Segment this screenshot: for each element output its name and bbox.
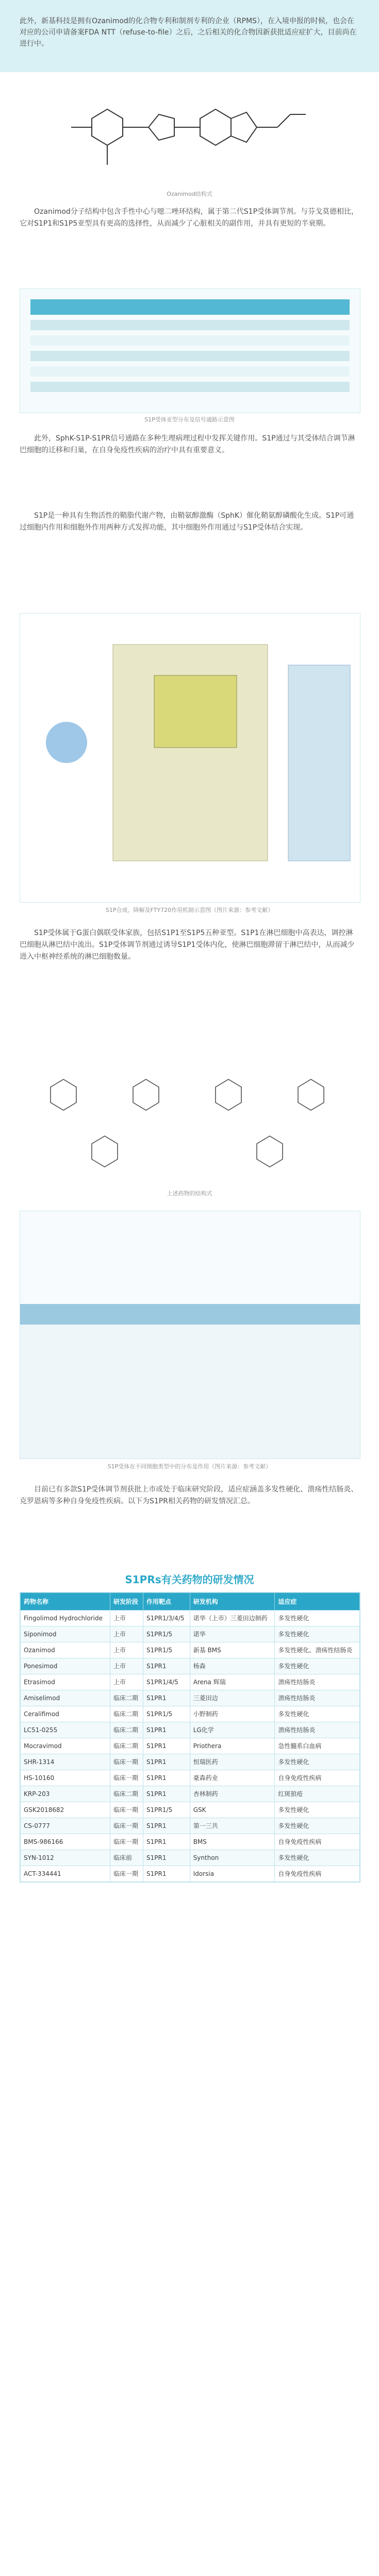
table-cell: 多发性硬化 — [275, 1611, 360, 1626]
table-cell: BMS-986166 — [21, 1834, 110, 1850]
table-cell: HS-10160 — [21, 1770, 110, 1786]
drug-structures-figure — [20, 1056, 359, 1185]
table-cell: 溃疡性结肠炎 — [275, 1674, 360, 1690]
table-cell: S1PR1 — [143, 1850, 190, 1866]
table-cell: 杏林制药 — [190, 1786, 275, 1802]
table-cell: Ozanimod — [21, 1642, 110, 1658]
receptor-diagram — [20, 289, 360, 413]
table-row — [21, 1611, 360, 1626]
table-cell: Arena 辉瑞 — [190, 1674, 275, 1690]
table-cell: 三菱田边 — [190, 1690, 275, 1706]
table-cell: S1PR1 — [143, 1770, 190, 1786]
paragraph-4: S1P受体属于G蛋白偶联受体家族，包括S1P1至S1P5五种亚型。S1P1在淋巴细胞中高表达，调控淋巴细胞从淋巴结中流出。S1P受体调节剂通过诱导S1P1受体内化，使淋巴细胞滞留于淋巴结中，从而减少进入中枢神经系统的淋巴细胞数量。 — [20, 929, 355, 961]
table-row — [21, 1850, 360, 1866]
table-cell: 红斑狼疮 — [275, 1786, 360, 1802]
table-cell: Priothera — [190, 1738, 275, 1754]
table-cell: 小野制药 — [190, 1706, 275, 1722]
membrane-diagram — [20, 1211, 360, 1459]
table-cell: S1PR1 — [143, 1722, 190, 1738]
table-cell: 多发性硬化、溃疡性结肠炎 — [275, 1642, 360, 1658]
table-cell: 临床二期 — [110, 1738, 143, 1754]
header-phase: 研发阶段 — [110, 1593, 143, 1611]
table-cell: 临床一期 — [110, 1770, 143, 1786]
table-cell: 溃疡性结肠炎 — [275, 1722, 360, 1738]
table-cell: LC51-0255 — [21, 1722, 110, 1738]
paragraph-5: 目前已有多款S1P受体调节剂获批上市或处于临床研究阶段，适应症涵盖多发性硬化、溃疡性结肠炎、克罗恩病等多种自身免疫性疾病。以下为S1PR相关药物的研发情况汇总。 — [20, 1485, 358, 1505]
table-title: S1PRs有关药物的研发情况 — [125, 1573, 254, 1586]
table-cell: Idorsia — [190, 1866, 275, 1882]
receptor-figure — [20, 289, 360, 413]
table-cell: Fingolimod Hydrochloride — [21, 1611, 110, 1626]
figure-3-caption: S1P合成、降解及FTY720作用机制示意图（图片来源：参考文献） — [105, 907, 274, 913]
table-cell: GSK2018682 — [21, 1802, 110, 1818]
table-cell: 临床二期 — [110, 1690, 143, 1706]
table-cell: 诺华 — [190, 1626, 275, 1642]
table-cell: S1PR1 — [143, 1818, 190, 1834]
table-cell: LG化学 — [190, 1722, 275, 1738]
header-indication: 适应症 — [275, 1593, 360, 1611]
table-cell: Siponimod — [21, 1626, 110, 1642]
table-row — [21, 1706, 360, 1722]
table-cell: 溃疡性结肠炎 — [275, 1690, 360, 1706]
table-cell: S1PR1 — [143, 1658, 190, 1674]
table-cell: 第一三共 — [190, 1818, 275, 1834]
table-cell: 多发性硬化 — [275, 1706, 360, 1722]
table-cell: S1PR1/3/4/5 — [143, 1611, 190, 1626]
figure-4-caption: 上述药物的结构式 — [167, 1190, 212, 1197]
table-cell: 临床一期 — [110, 1866, 143, 1882]
structure-figure — [20, 82, 359, 185]
table-cell: 上市 — [110, 1626, 143, 1642]
table-cell: Synthon — [190, 1850, 275, 1866]
table-cell: 诺华（上市）三菱田边制药 — [190, 1611, 275, 1626]
table-cell: S1PR1/5 — [143, 1626, 190, 1642]
table-cell: S1PR1/5 — [143, 1642, 190, 1658]
table-cell: 自身免疫性疾病 — [275, 1866, 360, 1882]
drug-structures-drawing — [20, 1056, 359, 1185]
table-row — [21, 1770, 360, 1786]
table-cell: 多发性硬化 — [275, 1802, 360, 1818]
drug-table — [20, 1592, 360, 1882]
drug-table-wrap — [20, 1592, 360, 1883]
table-cell: S1PR1/5 — [143, 1706, 190, 1722]
table-row — [21, 1642, 360, 1658]
intro-text: 此外，新基科技是拥有Ozanimod的化合物专利和制剂专利的企业（RPMS），在入境申报的时候，也会在对应的公司申请备案FDA NTT（refuse-to-file）之后，之后相关的化合物因新获批适应症扩大，目前尚在进行中。 — [20, 17, 357, 48]
paragraph-2: 此外，SphK-S1P-S1PR信号通路在多种生理病理过程中发挥关键作用。S1P通过与其受体结合调节淋巴细胞的迁移和归巢，在自身免疫性疾病的治疗中具有重要意义。 — [20, 434, 355, 454]
table-cell: S1PR1/4/5 — [143, 1674, 190, 1690]
table-cell: Ponesimod — [21, 1658, 110, 1674]
table-cell: Mocravimod — [21, 1738, 110, 1754]
table-row — [21, 1866, 360, 1882]
table-cell: 多发性硬化 — [275, 1626, 360, 1642]
table-cell: S1PR1 — [143, 1738, 190, 1754]
table-cell: 多发性硬化 — [275, 1658, 360, 1674]
table-cell: 临床二期 — [110, 1706, 143, 1722]
table-cell: GSK — [190, 1802, 275, 1818]
table-cell: S1PR1 — [143, 1690, 190, 1706]
table-row — [21, 1722, 360, 1738]
table-row — [21, 1626, 360, 1642]
table-cell: 上市 — [110, 1642, 143, 1658]
table-cell: 杨森 — [190, 1658, 275, 1674]
table-cell: 临床一期 — [110, 1818, 143, 1834]
table-header-row — [21, 1593, 360, 1611]
table-cell: S1PR1 — [143, 1786, 190, 1802]
table-cell: Amiselimod — [21, 1690, 110, 1706]
table-cell: 临床一期 — [110, 1754, 143, 1770]
header-target: 作用靶点 — [143, 1593, 190, 1611]
header-drug: 药物名称 — [21, 1593, 110, 1611]
table-cell: 临床一期 — [110, 1834, 143, 1850]
table-row — [21, 1834, 360, 1850]
table-cell: Ceralifimod — [21, 1706, 110, 1722]
table-body — [21, 1611, 360, 1882]
table-cell: Etrasimod — [21, 1674, 110, 1690]
table-cell: 多发性硬化 — [275, 1818, 360, 1834]
table-cell: ACT-334441 — [21, 1866, 110, 1882]
table-cell: 临床一期 — [110, 1802, 143, 1818]
table-cell: 上市 — [110, 1658, 143, 1674]
table-row — [21, 1738, 360, 1754]
figure-5-caption: S1P受体在不同细胞类型中的分布及作用（图片来源：参考文献） — [107, 1463, 272, 1470]
table-cell: 豪森药业 — [190, 1770, 275, 1786]
table-cell: CS-0777 — [21, 1818, 110, 1834]
table-cell: BMS — [190, 1834, 275, 1850]
figure-1-caption: Ozanimod结构式 — [167, 191, 212, 197]
table-cell: 多发性硬化 — [275, 1850, 360, 1866]
table-row — [21, 1818, 360, 1834]
pathway-figure — [20, 613, 360, 903]
table-cell: 临床二期 — [110, 1786, 143, 1802]
table-row — [21, 1690, 360, 1706]
table-row — [21, 1786, 360, 1802]
table-cell: S1PR1 — [143, 1866, 190, 1882]
figure-2-caption: S1P受体亚型分布及信号通路示意图 — [144, 416, 235, 423]
table-cell: S1PR1 — [143, 1754, 190, 1770]
table-cell: 自身免疫性疾病 — [275, 1770, 360, 1786]
table-cell: 自身免疫性疾病 — [275, 1834, 360, 1850]
table-cell: 新基 BMS — [190, 1642, 275, 1658]
table-cell: S1PR1 — [143, 1834, 190, 1850]
table-cell: KRP-203 — [21, 1786, 110, 1802]
table-cell: 多发性硬化 — [275, 1754, 360, 1770]
table-cell: 上市 — [110, 1674, 143, 1690]
table-row — [21, 1802, 360, 1818]
header-org: 研发机构 — [190, 1593, 275, 1611]
table-row — [21, 1674, 360, 1690]
table-row — [21, 1658, 360, 1674]
table-cell: 临床前 — [110, 1850, 143, 1866]
table-cell: 临床二期 — [110, 1722, 143, 1738]
table-cell: 上市 — [110, 1611, 143, 1626]
table-cell: SHR-1314 — [21, 1754, 110, 1770]
table-cell: 恒瑞医药 — [190, 1754, 275, 1770]
paragraph-1: Ozanimod分子结构中包含手性中心与噁二唑环结构，属于第二代S1P受体调节剂。与芬戈莫德相比，它对S1P1和S1P5亚型具有更高的选择性，从而减少了心脏相关的副作用，并具有更短的半衰期。 — [20, 208, 359, 228]
intro-box — [0, 0, 379, 72]
pathway-diagram — [20, 614, 360, 902]
table-cell: SYN-1012 — [21, 1850, 110, 1866]
table-cell: 急性髓系白血病 — [275, 1738, 360, 1754]
table-cell: S1PR1/5 — [143, 1802, 190, 1818]
ozanimod-structure-drawing — [20, 82, 359, 185]
paragraph-3: S1P是一种具有生物活性的鞘脂代谢产物，由鞘氨醇激酶（SphK）催化鞘氨醇磷酸化生成。S1P可通过细胞内作用和细胞外作用两种方式发挥功能，其中细胞外作用通过与S1P受体结合实现。 — [20, 512, 354, 532]
membrane-figure — [20, 1211, 360, 1459]
table-row — [21, 1754, 360, 1770]
